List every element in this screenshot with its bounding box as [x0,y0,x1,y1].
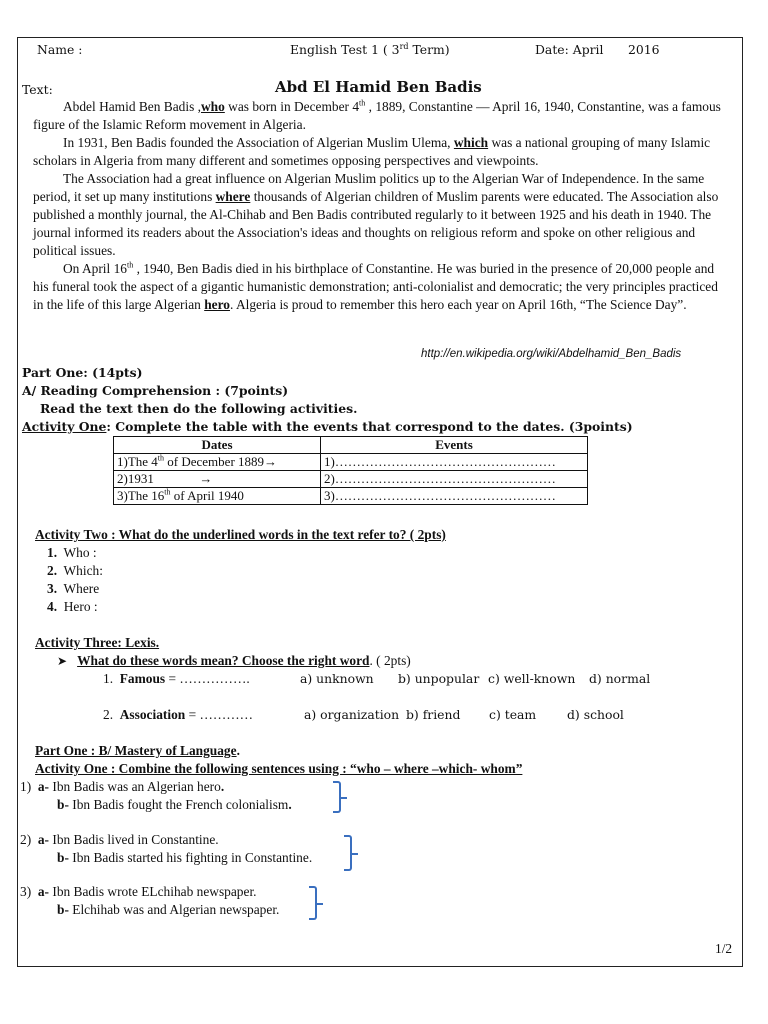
lexis-option[interactable]: c) team [489,707,537,722]
activity-three-heading: Activity Three: Lexis. [35,635,160,650]
list-item: 1. Who : [47,545,97,560]
lexis-question: ➤ What do these words mean? Choose the right word. ( 2pts) [57,653,411,668]
combine-item-2a: 2) a- Ibn Badis lived in Constantine. [20,832,219,847]
lexis-option[interactable]: d) normal [589,671,651,686]
paragraph-1: Abdel Hamid Ben Badis ,who was born in December 4th , 1889, Constantine — April 16, 1940, Constantine, was a famous figure of the Islamic Reform movement in Algeria. [33,98,721,133]
underlined-where: where [215,189,251,205]
date-label: Date: April [535,42,604,57]
list-item: 4. Hero : [47,599,98,614]
paragraph-2: In 1931, Ben Badis founded the Association of Algerian Muslim Ulema, which was a national grouping of many Islamic scholars in Algeria from many different and sometimes opposing perspectives and viewpoints. [33,135,711,169]
underlined-which: which [453,135,489,150]
underlined-hero: hero [204,297,230,313]
header-dates: Dates [114,437,321,454]
underlined-who: who [200,99,225,114]
list-item: 2. Which: [47,563,103,578]
source-link[interactable]: http://en.wikipedia.org/wiki/Abdelhamid_Ben_Badis [421,348,682,360]
name-label: Name : [37,42,83,57]
activity-one-heading: Activity One: Complete the table with the events that correspond to the dates. (3points) [22,419,633,434]
table-row [114,488,588,505]
table-row [114,471,588,488]
combine-item-3b: b- Elchihab was and Algerian newspaper. [57,902,280,917]
lexis-option[interactable]: b) unpopular [398,671,480,686]
date-cell: 2)1931 → [114,471,321,488]
activity-two-heading: Activity Two : What do the underlined words in the text refer to? ( 2pts) [35,527,446,542]
event-cell[interactable]: 1)…………………………………………… [321,454,588,471]
lexis-option[interactable]: c) well-known [488,671,576,686]
lexis-item-2: 2. Association = ………… [103,707,254,722]
table-row [114,454,588,471]
combine-item-1a: 1) a- Ibn Badis was an Algerian hero. [20,779,225,794]
combine-item-1b: b- Ibn Badis fought the French colonialism. [57,797,292,812]
combine-item-2b: b- Ibn Badis started his fighting in Constantine. [57,850,313,865]
table-header-row [114,437,588,454]
date-cell: 3)The 16th of April 1940 [114,488,321,505]
date-cell: 1)The 4th of December 1889→ [114,454,321,471]
list-item: 3. Where [47,581,100,596]
paragraph-4: On April 16th , 1940, Ben Badis died in his birthplace of Constantine. He was buried in the presence of 20,000 people and his funeral took the aspect of a gigantic humanistic demonstration; anti-colonialist and democratic; the very principles practiced in the life of this large Algerian hero. Algeria is proud to remember this hero each year on April 16th, “The Science Day”. [33,260,718,313]
bracket-3 [309,886,317,920]
dates-table [113,436,588,505]
part-one-heading: Part One: (14pts) [22,365,143,380]
lexis-option[interactable]: d) school [567,707,624,722]
arrow-bullet-icon: ➤ [57,654,68,668]
header-events: Events [321,437,588,454]
read-instruction: Read the text then do the following activities. [40,401,358,416]
year: 2016 [628,42,660,57]
event-cell[interactable]: 2)…………………………………………… [321,471,588,488]
lexis-option[interactable]: b) friend [406,707,461,722]
reading-heading: A/ Reading Comprehension : (7points) [22,383,289,398]
event-cell[interactable]: 3)…………………………………………… [321,488,588,505]
test-title: English Test 1 ( 3rd Term) [290,41,450,57]
bracket-1 [333,781,341,813]
lexis-item-1: 1. Famous = ……………. [103,671,250,686]
paragraph-3: The Association had a great influence on Algerian Muslim politics up to the Algerian War of Independence. In the same period, it set up many institutions where thousands of Algerian children of Muslim parents were educated. The Association also published a monthly journal, the Al-Chihab and Ben Badis contributed regularly to it between 1925 and his death in 1940. The journal informed its readers about the Association's ideas and thoughts on religious reform and spoke on other religious and political issues. [33,171,719,259]
lexis-option[interactable]: a) organization [304,707,400,722]
page-number: 1/2 [715,941,733,956]
mastery-activity-heading: Activity One : Combine the following sentences using : “who – where –which- whom” [35,761,523,776]
combine-item-3a: 3) a- Ibn Badis wrote ELchihab newspaper. [20,884,257,899]
bracket-2 [344,835,352,871]
text-label: Text: [22,82,53,97]
lexis-option[interactable]: a) unknown [300,671,374,686]
page-title: Abd El Hamid Ben Badis [275,78,482,96]
part-b-heading: Part One : B/ Mastery of Language. [35,743,240,758]
